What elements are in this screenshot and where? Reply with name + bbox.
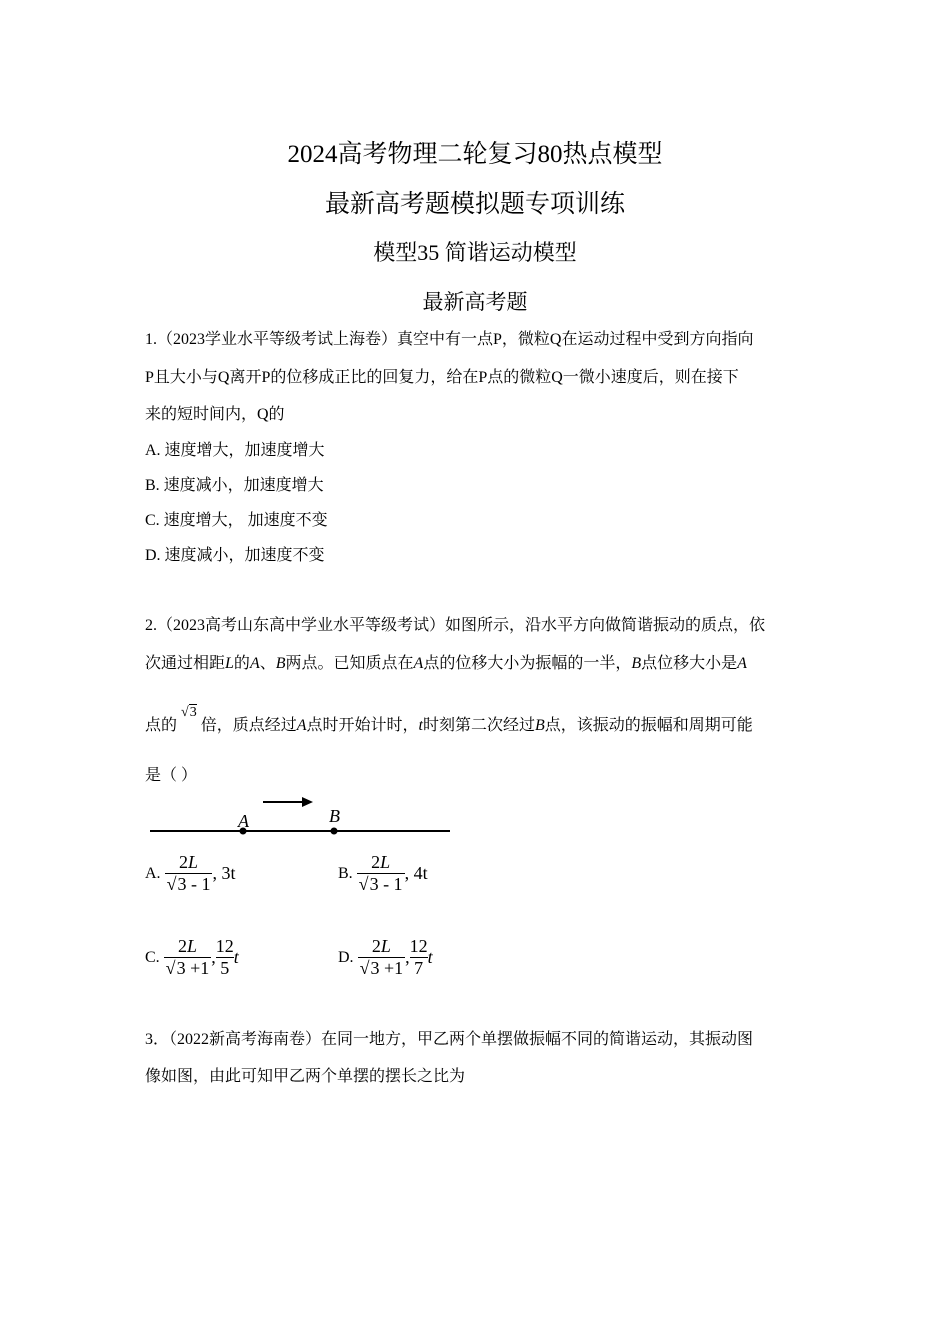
section-heading: 最新高考题 xyxy=(422,290,528,314)
q3-line-1: 3．（2022新高考海南卷）在同一地方，甲乙两个单摆做振幅不同的简谐运动，其振动图 xyxy=(145,1031,754,1048)
q2-option-c: C. $\frac{2L}{√3 +1}$ , $\frac{12}{5}$ t xyxy=(145,936,239,978)
q3-line-2: 像如图，由此可知甲乙两个单摆的摆长之比为 xyxy=(145,1068,466,1085)
label-b: B xyxy=(329,806,340,826)
q1-option-c: C. 速度增大， 加速度不变 xyxy=(145,512,328,529)
q1-option-d: D. 速度减小，加速度不变 xyxy=(145,547,325,564)
q2-line-3: 点的√3倍，质点经过A点时开始计时，t时刻第二次经过B点，该振动的振幅和周期可能 xyxy=(145,705,753,734)
q2-figure xyxy=(145,790,455,840)
q1-option-b: B. 速度减小，加速度增大 xyxy=(145,477,324,494)
q2-option-d: D. $\frac{2L}{√3 +1}$ , $\frac{12}{7}$ t xyxy=(338,936,433,978)
q2-line-2: 次通过相距L的A、B两点。已知质点在A点的位移大小为振幅的一半，B点位移大小是A xyxy=(145,655,747,672)
q1-line-3: 来的短时间内，Q的 xyxy=(145,406,285,423)
q2-option-a: A. $\frac{2L}{√3 - 1}$ , 3t xyxy=(145,852,236,894)
document-title: 2024高考物理二轮复习80热点模型 xyxy=(287,141,663,168)
q2-line-1: 2.（2023高考山东高中学业水平等级考试）如图所示，沿水平方向做简谐振动的质点，依 xyxy=(145,617,766,634)
sqrt-symbol: √3 xyxy=(181,705,197,720)
point-b xyxy=(331,828,338,835)
q1-option-a: A. 速度增大，加速度增大 xyxy=(145,442,325,459)
arrow-right-icon xyxy=(302,797,313,807)
q1-line-2: P且大小与Q离开P的位移成正比的回复力，给在P点的微粒Q一微小速度后，则在接下 xyxy=(145,369,739,386)
model-title: 模型35 简谐运动模型 xyxy=(373,240,577,265)
q1-line-1: 1.（2023学业水平等级考试上海卷）真空中有一点P，微粒Q在运动过程中受到方向指向 xyxy=(145,331,754,348)
document-subtitle: 最新高考题模拟题专项训练 xyxy=(324,191,625,218)
q2-option-b: B. $\frac{2L}{√3 - 1}$ , 4t xyxy=(338,852,428,894)
q2-line-4: 是（ ） xyxy=(145,767,198,784)
label-a: A xyxy=(238,811,249,831)
